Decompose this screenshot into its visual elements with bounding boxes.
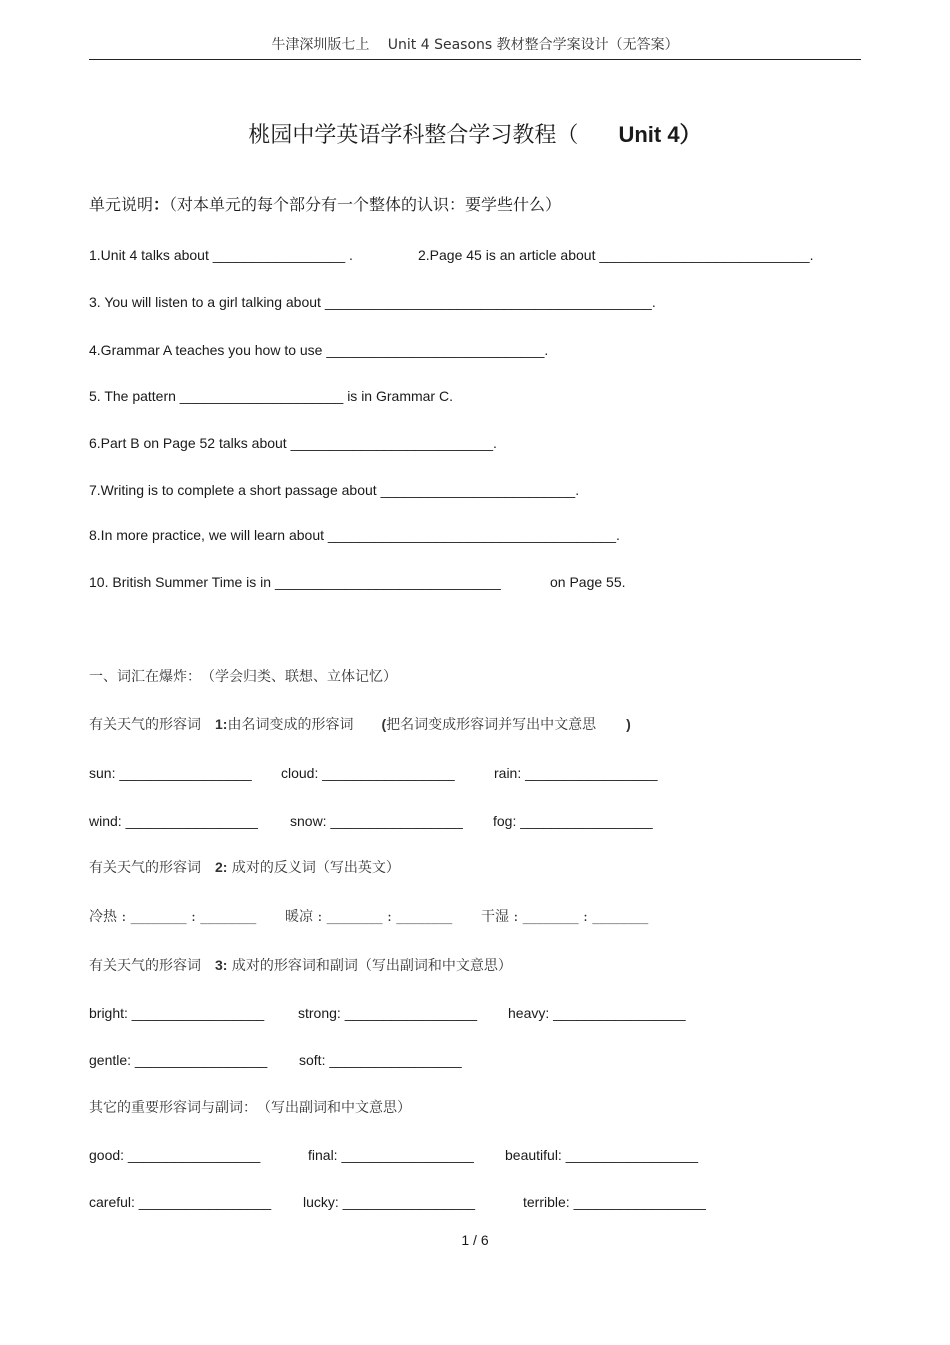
sub1-close: ) — [626, 716, 631, 732]
vocab-final: final: _________________ — [308, 1147, 474, 1163]
vocab-heading: 一、词汇在爆炸： （学会归类、联想、立体记忆） — [89, 669, 397, 685]
sub1-text: 由名词变成的形容词 — [227, 717, 382, 733]
vocab-gentle: gentle: _________________ — [89, 1052, 268, 1068]
vocab-fog: fog: _________________ — [493, 813, 653, 829]
sub2-num: 2: — [215, 859, 228, 875]
header-rule — [89, 59, 861, 60]
vocab-terrible: terrible: _________________ — [523, 1194, 706, 1210]
vocab-sub4: 其它的重要形容词与副词： （写出副词和中文意思） — [89, 1100, 411, 1116]
page-title — [0, 118, 950, 149]
vocab-wind: wind: _________________ — [89, 813, 258, 829]
title-unit: Unit 4） — [618, 122, 702, 147]
vocab-rain: rain: _________________ — [494, 765, 658, 781]
sub1-prefix: 有关天气的形容词 — [89, 717, 215, 733]
antonym-dry-wet: 干湿 : ________ : ________ — [481, 909, 649, 925]
vocab-sub3 — [89, 955, 512, 975]
question-10-page: on Page 55. — [550, 574, 626, 590]
vocab-beautiful: beautiful: _________________ — [505, 1147, 699, 1163]
vocab-snow: snow: _________________ — [290, 813, 463, 829]
intro-colon: ： — [153, 197, 170, 214]
intro-label: 单元说明 — [89, 195, 154, 214]
question-3: 3. You will listen to a girl talking about __________________________________________. — [89, 294, 656, 310]
title-main: 桃园中学英语学科整合学习教程（ — [248, 123, 579, 148]
unit-intro — [89, 192, 561, 215]
vocab-cloud: cloud: _________________ — [281, 765, 455, 781]
vocab-careful: careful: _________________ — [89, 1194, 272, 1210]
sub1-num: 1: — [215, 716, 228, 732]
vocab-sub1 — [89, 714, 631, 734]
sub2-prefix: 有关天气的形容词 — [89, 860, 215, 876]
sub2-text: 成对的反义词（写出英文） — [227, 860, 400, 876]
question-10: 10. British Summer Time is in _____________________________ — [89, 574, 501, 590]
vocab-good: good: _________________ — [89, 1147, 261, 1163]
vocab-sun: sun: _________________ — [89, 765, 252, 781]
sub3-prefix: 有关天气的形容词 — [89, 958, 215, 974]
vocab-bright: bright: _________________ — [89, 1005, 265, 1021]
vocab-sub2 — [89, 857, 400, 877]
question-1: 1.Unit 4 talks about _________________ . — [89, 247, 353, 263]
page-number: 1 / 6 — [461, 1232, 489, 1248]
antonym-hot-cold: 冷热 : ________ : ________ — [89, 909, 257, 925]
question-2: 2.Page 45 is an article about ___________________________. — [418, 247, 814, 263]
intro-text: （对本单元的每个部分有一个整体的认识：要学些什么） — [169, 195, 562, 214]
vocab-lucky: lucky: _________________ — [303, 1194, 476, 1210]
vocab-heavy: heavy: _________________ — [508, 1005, 686, 1021]
question-6: 6.Part B on Page 52 talks about __________________________. — [89, 435, 497, 451]
question-7: 7.Writing is to complete a short passage about _________________________. — [89, 482, 580, 498]
sub1-paren: ( — [381, 716, 387, 732]
sub1-note: 把名词变成形容词并写出中文意思 — [386, 717, 597, 733]
vocab-soft: soft: _________________ — [299, 1052, 462, 1068]
antonym-warm-cool: 暖凉 : ________ : ________ — [285, 909, 453, 925]
vocab-strong: strong: _________________ — [298, 1005, 478, 1021]
sub3-text: 成对的形容词和副词（写出副词和中文意思） — [227, 958, 512, 974]
question-5: 5. The pattern _____________________ is in Grammar C. — [89, 388, 453, 404]
sub3-num: 3: — [215, 957, 228, 973]
question-4: 4.Grammar A teaches you how to use ____________________________. — [89, 342, 549, 358]
question-8: 8.In more practice, we will learn about _____________________________________. — [89, 527, 620, 543]
page-header: 牛津深圳版七上 Unit 4 Seasons 教材整合学案设计（无答案） — [271, 37, 679, 53]
